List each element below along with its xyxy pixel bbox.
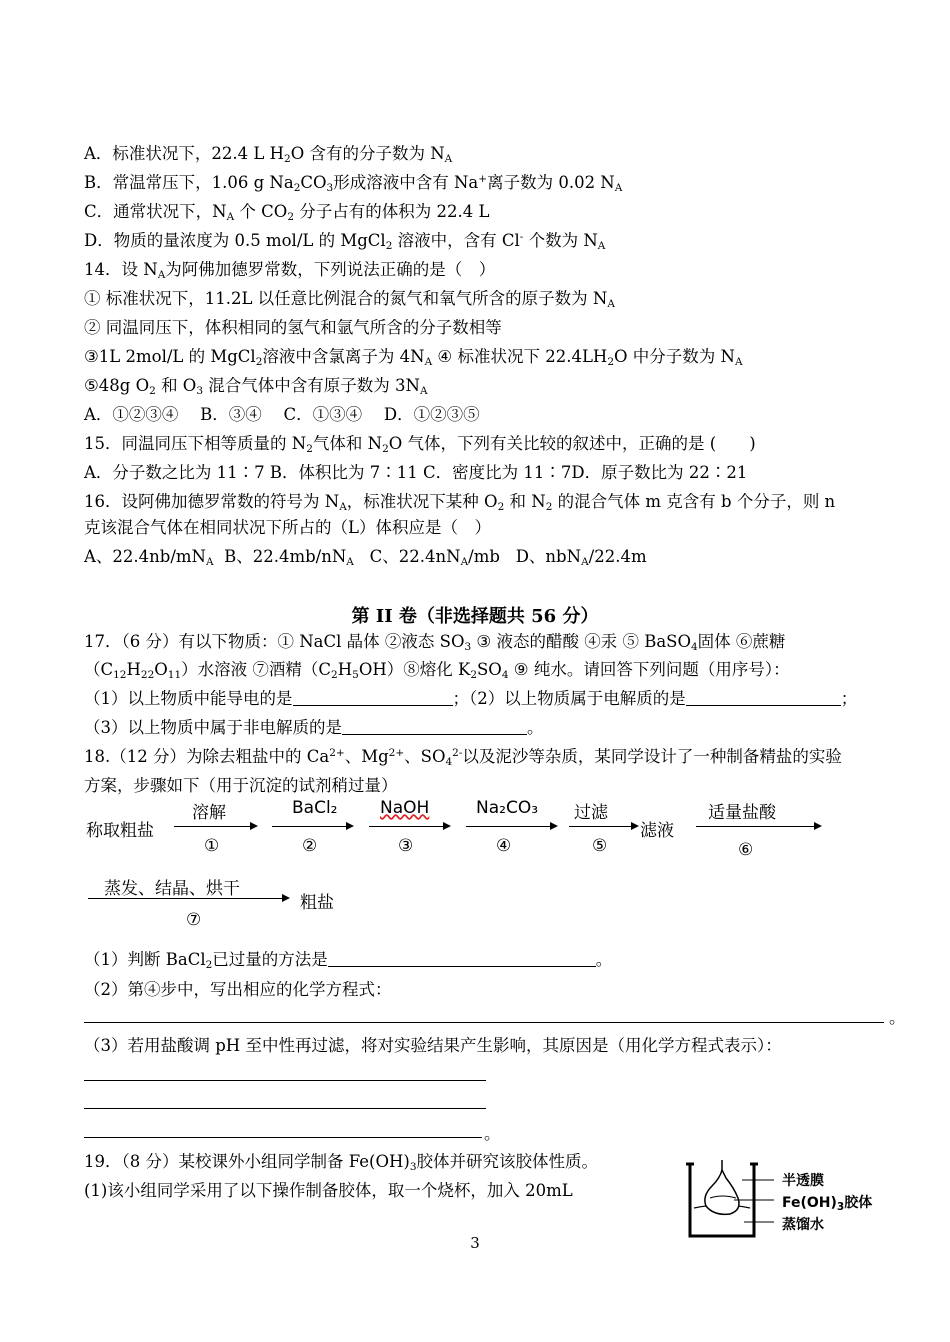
q15-stem: 15．同温同压下相等质量的 $N_2$气体和 $N_2O$ 气体，下列有关比较的叙述中，正确的是 ( )	[84, 434, 756, 455]
flow-arrow	[696, 826, 820, 827]
q17-line2: $(C_{12}H_{22}O_{11})$水溶液 ⑦酒精$(C_2H_5OH)⑧$熔化 $K_2SO_4$ ⑨ 纯水。请回答下列问题（用序号）：	[84, 660, 790, 681]
flow-end: 粗盐	[300, 893, 334, 913]
flow-step-5-number: ⑤	[592, 836, 608, 856]
flow-step-5-label: 过滤	[574, 803, 608, 823]
q13-option-d: D．物质的量浓度为 0.5 mol/L 的 MgCl$_2$ 溶液中，含有 Cl- 个数为 $N_A$	[84, 231, 606, 252]
flow-step-2-number: ②	[302, 836, 318, 856]
q14-statement-2: ② 同温同压下，体积相同的氢气和氩气所含的分子数相等	[84, 318, 502, 337]
q13-option-c: C．通常状况下，$N_A$ 个 $CO_2$ 分子占有的体积为 22.4 L	[84, 202, 490, 223]
flow-step-6-number: ⑥	[738, 840, 754, 860]
answer-blank[interactable]	[686, 689, 841, 706]
q18-line2: 方案，步骤如下（用于沉淀的试剂稍过量）	[84, 776, 398, 795]
flow-arrow	[88, 898, 288, 899]
q16-options: A、$22.4nb/mN_A$ B、$22.4mb/nN_A$ C、$22.4nN_A/mb$ D、nbN$_A$/22.4m	[84, 547, 647, 568]
flow-step-3-label: NaOH	[380, 798, 430, 818]
q16-stem-line2: 克该混合气体在相同状况下所占的（L）体积应是（ ）	[84, 518, 491, 537]
q14-statement-5: ⑤48g $O_2$ 和 $O_3$ 混合气体中含有原子数为 $3N_A$	[84, 376, 428, 397]
answer-line[interactable]	[84, 1022, 884, 1023]
flow-step-1-label: 溶解	[192, 803, 226, 823]
beaker-icon	[684, 1156, 774, 1246]
q18-part-2: （2）第④步中，写出相应的化学方程式：	[84, 980, 392, 999]
q17-line1: 17．（6 分）有以下物质：① NaCl 晶体 ②液态 $SO_3$ ③ 液态的醋酸 ④汞 ⑤ BaSO$_4$固体 ⑥蔗糖	[84, 632, 786, 653]
q14-options: A．①②③④ B．③④ C．①③④ D．①②③⑤	[84, 405, 480, 424]
answer-blank[interactable]	[342, 718, 527, 735]
q18-part-3: （3）若用盐酸调 pH 至中性再过滤，将对实验结果产生影响，其原因是（用化学方程式表示）：	[84, 1036, 782, 1055]
flow-step-7-number: ⑦	[186, 910, 202, 930]
q16-stem: 16．设阿佛加德罗常数的符号为 $N_A$，标准状况下某种 $O_2$ 和 $N_2$ 的混合气体 m 克含有 b 个分子，则 n	[84, 492, 836, 513]
answer-blank[interactable]	[328, 950, 596, 967]
flow-filtrate: 滤液	[640, 821, 674, 841]
flow-step-3-number: ③	[398, 836, 414, 856]
flow-step-2-label: BaCl₂	[292, 798, 338, 818]
q19-line2: (1)该小组同学采用了以下操作制备胶体，取一个烧杯，加入 20mL	[84, 1181, 573, 1200]
q17-parts-1-2: （1）以上物质中能导电的是 ；（2）以上物质属于电解质的是 ；	[84, 689, 858, 708]
page-number: 3	[470, 1234, 480, 1252]
answer-line[interactable]	[84, 1137, 482, 1138]
flow-step-6-label: 适量盐酸	[708, 803, 776, 823]
flow-arrow	[466, 826, 556, 827]
answer-line[interactable]	[84, 1080, 486, 1081]
flow-arrow	[569, 826, 637, 827]
answer-blank[interactable]	[293, 689, 453, 706]
q18-part-3-end: 。	[484, 1124, 501, 1143]
q14-statement-1: ① 标准状况下，11.2L 以任意比例混合的氮气和氧气所含的原子数为 $N_A$	[84, 289, 615, 310]
flow-step-1-number: ①	[204, 836, 220, 856]
q17-part-3: （3）以上物质中属于非电解质的是 。	[84, 718, 544, 737]
q15-options: A．分子数之比为 11∶7 B．体积比为 7∶11 C．密度比为 11∶7D．原子数比为 22∶21	[84, 463, 748, 482]
q13-option-a: A．标准状况下，22.4 L $H_2O$ 含有的分子数为 $N_A$	[84, 144, 453, 165]
purification-flow-diagram	[84, 798, 844, 938]
label-distilled-water: 蒸馏水	[782, 1217, 824, 1233]
q18-part-1: （1）判断 BaCl$_2$已过量的方法是 。	[84, 950, 613, 971]
q13-option-b: B．常温常压下，1.06 g $Na_2CO_3$形成溶液中含有 Na+离子数为 0.02 $N_A$	[84, 173, 623, 194]
flow-start: 称取粗盐	[86, 821, 154, 841]
flow-arrow	[272, 826, 352, 827]
q14-statement-3-4: ③1L 2mol/L 的 MgCl$_2$溶液中含氯离子为 $4N_A$ ④ 标准状况下 $22.4LH_2O$ 中分子数为 $N_A$	[84, 347, 743, 368]
flow-step-7-label: 蒸发、结晶、烘干	[104, 879, 240, 899]
label-semipermeable-membrane: 半透膜	[782, 1173, 824, 1189]
q18-line1: 18.（12 分）为除去粗盐中的 $Ca^{2+}$、$Mg^{2+}$、$SO_4^{2-}$以及泥沙等杂质，某同学设计了一种制备精盐的实验	[84, 747, 842, 768]
dialysis-beaker-figure	[684, 1156, 894, 1246]
flow-step-4-label: Na₂CO₃	[476, 798, 539, 818]
q18-part-2-end: 。	[889, 1008, 906, 1027]
flow-step-4-number: ④	[496, 836, 512, 856]
section-heading: 第 II 卷（非选择题共 56 分）	[351, 606, 599, 627]
flow-arrow	[369, 826, 449, 827]
q19-line1: 19．（8 分）某校课外小组同学制备 $Fe(OH)_3$胶体并研究该胶体性质。	[84, 1152, 599, 1173]
q14-stem: 14．设 $N_A$为阿佛加德罗常数，下列说法正确的是（ ）	[84, 260, 496, 281]
answer-line[interactable]	[84, 1108, 486, 1109]
flow-arrow	[174, 826, 256, 827]
label-colloid: $Fe(OH)_3$胶体	[782, 1195, 873, 1213]
